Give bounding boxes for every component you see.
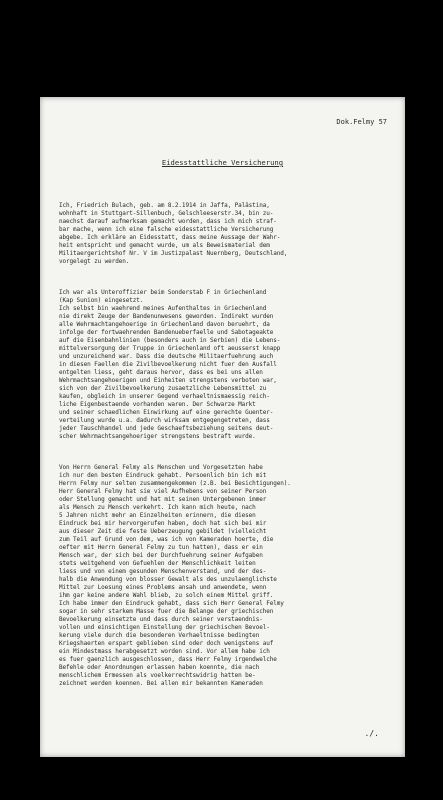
paragraph: Ich, Friedrich Bulach, geb. am 8.2.1914 in Jaffa, Palästina, wohnhaft in Stuttgart-Sillenbuch, Gelschleeserstr.34, bin zu- naechst darauf aufmerksam gemacht worden, dass ich mich straf- bar mache, wenn ich eine falsche eidesstattliche Versicherung abgebe. Ich erkläre an Eidesstatt, dass meine Aussage der Wahr- heit entspricht und gemacht wurde, um als Beweismaterial dem Militaergerichtshof Nr. V im Justizpalast Nuernberg, Deutschland, vorgelegt zu werden. <box>59 202 288 265</box>
document-reference: Dok.Felmy 57 <box>336 118 387 126</box>
continuation-mark: ./. <box>364 729 379 738</box>
document-page <box>40 97 405 757</box>
document-title: Eidesstattliche Versicherung <box>161 158 284 167</box>
paragraph: Von Herrn General Felmy als Menschen und Vorgesetzten habe ich nur den besten Eindruck gehabt. Persoenlich bin ich mit Herrn Felmy nur selten zusammengekommen (z.B. bei Besichtigungen). Herr General Felmy hat sie viel Aufhebens von seiner Person oder Stellung gemacht und hat mit seinen Untergebenen immer als Mensch zu Mensch verkehrt. Ich kann mich heute, nach 5 Jahren nicht mehr an Einzelheiten erinnern, die diesen Eindruck bei mir hervorgerufen haben, doch hat sich bei mir aus dieser Zeit die feste Ueberzeugung gebildet (vielleicht zum Teil auf Grund von dem, was ich von Kameraden hoerte, die oefter mit Herrn General Felmy zu tun hatten), dass er ein Mensch war, der sich bei der Durchfuehrung seiner Aufgaben stets weitgehend von Gefuehlen der Menschlichkeit leiten liess und von einem gesunden Menschenverstand, und der des- halb die Anwendung von blosser Gewalt als des unzulaenglichste Mittel zur Loesung eines Problems ansah und anwendete, wenn ihm gar keine andere Wahl blieb, zu solch einem Mittel griff. Ich habe immer den Eindruck gehabt, dass sich Herr General Felmy sogar in sehr starkem Masse fuer die Belange der griechischen Bevoelkerung einsetzte und dass durch seiner verstaendnis- vollen und einsichtigen Einstellung der griechischen Bevoel- kerung viele durch die besonderen Verhaeltnisse bedingten Kriegshaerten erspart geblieben sind oder doch wenigstens auf ein Mindestmass herabgesetzt worden sind. Vor allem habe ich es fuer gaenzlich ausgeschlossen, dass Herr Felmy irgendwelche Befehle oder Anordnungen erlassen haben koennte, die nach menschlichem Ermessen als voelkerrechtswidrig hatten be- zeichnet werden koennen. Bei allen mir bekannten Kameraden <box>59 464 291 687</box>
paragraph: Ich war als Unteroffizier beim Sonderstab F in Griechenland (Kap Sunion) eingesetzt. Ich selbst bin waehrend meines Aufenthaltes in Griechenland nie direkt Zeuge der Bandenunwesens geworden. Indirekt wurden alle Wehrmachtangehoerige in Griechenland davon beruehrt, da infolge der fortwaehrenden Bandenueberfaelle und Sabotageakte auf die Eisenbahnlinien (besonders auch in Serbien) die Lebens- mittelversorgung der Truppe in Griechenland oft aeusserst knapp und unzureichend war. Dass die deutsche Militaerfuehrung auch in diesen Faellen die Zivilbevoelkerung nicht fuer den Ausfall entgelten liess, geht daraus hervor, dass es bei uns allen Wehrmachtsangehoerigen und Einheiten strengstens verboten war, sich von der Zivilbevoelkerung zusaetzliche Lebensmittel zu kaufen, obgleich in unserer Gegend verhaeltnismaessig reich- liche Eigenbestaende vorhanden waren. Der Schwarze Markt und seiner schaedlichen Einwirkung auf eine gerechte Guenter- verteilung wurde u.a. dadurch wirksam entgegengetreten, dass jeder Tauschhandel und jede Geschaeftsbeziehung seitens deut- scher Wehrmachtsangehoeriger strengstens bestraft wurde. <box>59 289 281 440</box>
document-body <box>59 186 390 711</box>
